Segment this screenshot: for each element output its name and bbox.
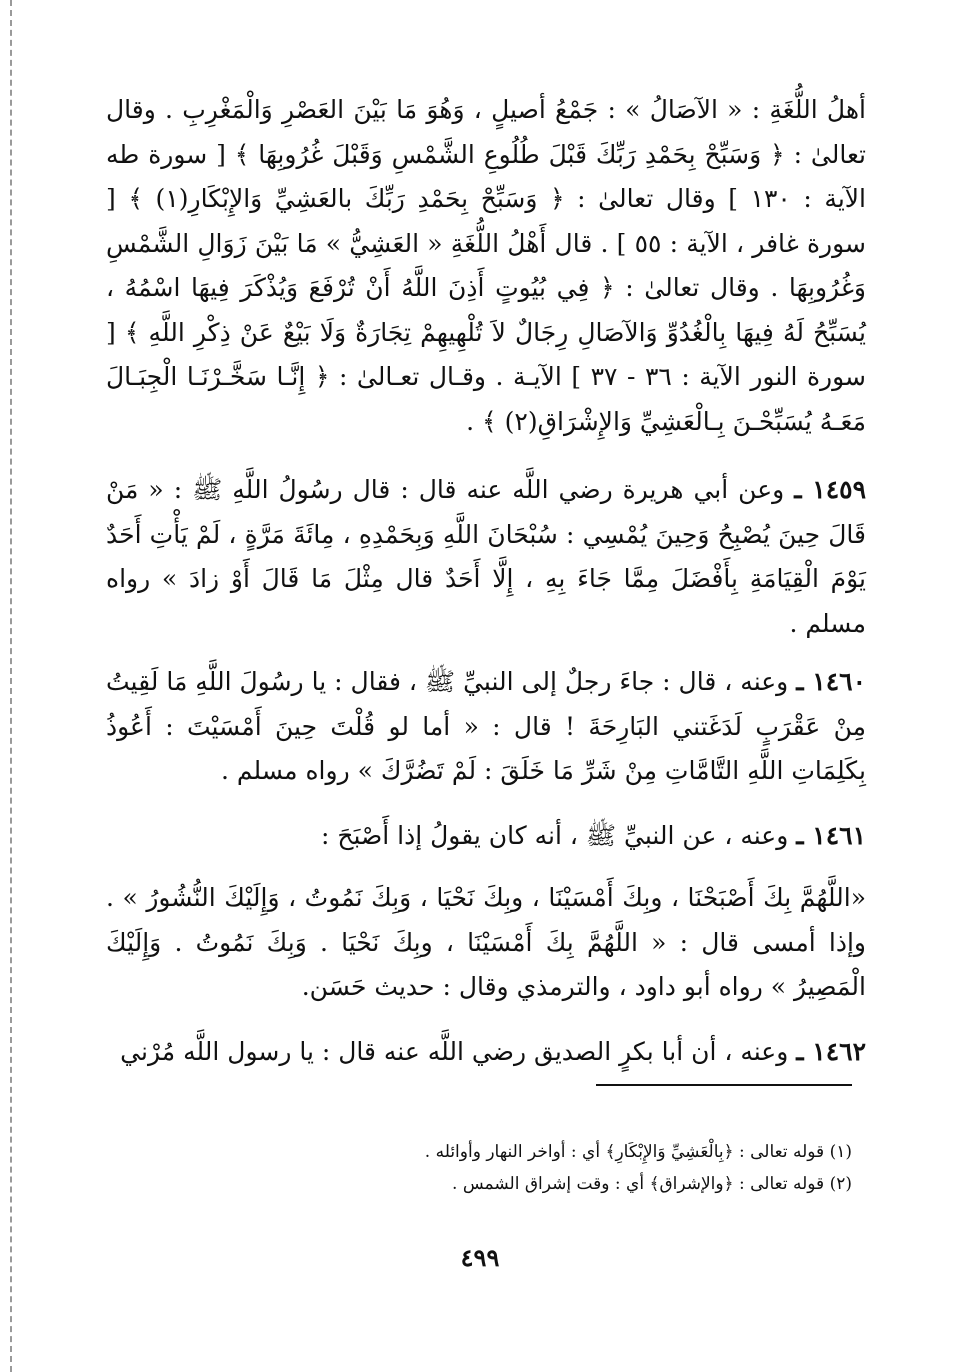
footnote-separator — [596, 1084, 852, 1086]
hadith-1462 — [106, 1030, 866, 1075]
page-number: ٤٩٩ — [460, 1243, 500, 1272]
main-text — [106, 88, 866, 1074]
hadith-number: ١٤٦٢ ـ — [796, 1036, 866, 1066]
footnote-1: (١) قوله تعالى : ﴿بِالْعَشِيِّ وَالإِبْكَارِ﴾ أي : أواخر النهار وأوائله . — [424, 1142, 852, 1162]
intro-paragraph — [106, 88, 866, 444]
hadith-1460 — [106, 660, 866, 794]
paragraph-text: أهلُ اللُّغَةِ : « الآصَالُ » : جَمْعُ أصيلٍ ، وَهُوَ مَا بَيْنَ العَصْرِ وَالْمَغْرِبِ . وقال تعالىٰ : ﴿ وَسَبِّحْ بِحَمْدِ رَبِّكَ قَبْلَ طُلُوعِ الشَّمْسِ وَقَبْلَ غُرُوبِهَا ﴾ [ سورة طه الآية : ١٣٠ ] وقال تعالىٰ : ﴿ وَسَبِّحْ بِحَمْدِ رَبِّكَ بالعَشِيِّ وَالإِبْكَارِ(١) ﴾ [ سورة غافر ، الآية : ٥٥ ] . قال أَهْلُ اللُّغَةِ « العَشِيُّ » مَا بَيْنَ زَوَالِ الشَّمْسِ وَغُرُوبِهَا . وقال تعالىٰ : ﴿ فِي بُيُوتٍ أَذِنَ اللَّهُ أَنْ تُرْفَعَ وَيُذْكَرَ فِيهَا اسْمُهُ ، يُسَبِّحُ لَهُ فِيهَا بِالْغُدُوِّ وَالآصَالِ رِجَالٌ لاَ تُلْهِيهِمْ تِجَارَةٌ وَلَا بَيْعٌ عَنْ ذِكْرِ اللَّهِ ﴾ [ سورة النور الآية : ٣٦ - ٣٧ ] الآيـة . وقـال تعـالىٰ : ﴿ إِنَّـا سَخَّـرْنَـا الْجِبَـالَ مَعَـهُ يُسَبِّحْـنَ بِـالْعَشِيِّ وَالإِشْرَاقِ(٢) ﴾ . — [106, 95, 866, 436]
hadith-1461 — [106, 814, 866, 859]
hadith-number: ١٤٥٩ ـ — [794, 475, 867, 504]
paragraph-text: وعنه ، أن أبا بكرٍ الصديق رضي اللَّه عنه قال : يا رسول اللَّه مُرْني — [120, 1036, 789, 1066]
paragraph-text: وعن أبي هريرة رضي اللَّه عنه قال : قال رسُولُ اللَّهِ ﷺ : « مَنْ قَالَ حِينَ يُصْبِحُ وَحِينَ يُمْسِي : سُبْحَانَ اللَّهِ وَبِحَمْدِهِ ، مِائَةَ مَرَّةٍ ، لَمْ يَأْتِ أَحَدٌ يَوْمَ الْقِيَامَةِ بِأَفْضَلَ مِمَّا جَاءَ بِهِ ، إِلَّا أَحَدٌ قال مِثْلَ مَا قَالَ أَوْ زادَ » رواه مسلم . — [106, 475, 866, 638]
hadith-1459 — [106, 468, 866, 646]
hadith-number: ١٤٦٠ ـ — [796, 667, 867, 696]
supplication-paragraph — [106, 876, 866, 1010]
footnotes — [300, 1136, 852, 1200]
hadith-number: ١٤٦١ ـ — [796, 820, 866, 850]
paragraph-text: وعنه ، عن النبيِّ ﷺ ، أنه كان يقولُ إذا أَصْبَحَ : — [320, 820, 789, 850]
footnote-2: (٢) قوله تعالى : ﴿والإشراق﴾ أي : وقت إشراق الشمس . — [452, 1174, 852, 1194]
paragraph-text: «اللَّهُمَّ بِكَ أَصْبَحْنَا ، وبِكَ أَمْسَيْنَا ، وبِكَ نَحْيَا ، وَبِكَ نَمُوتُ ، وَإِلَيْكَ النُّشُورُ » . وإذا أمسى قال : « اللَّهُمَّ بِكَ أَمْسَيْنَا ، وبِكَ نَحْيَا . وَبِكَ نَمُوتُ . وَإِلَيْكَ الْمَصِيرُ » رواه أبو داود ، والترمذي وقال : حديث حَسَن. — [106, 883, 866, 1001]
page-edge-dashed-line — [10, 0, 12, 1372]
paragraph-text: وعنه ، قال : جاءَ رجلٌ إلى النبيِّ ﷺ ، فقال : يا رسُولَ اللَّهِ مَا لَقِيتُ مِنْ عَقْرَبٍ لَدَغَتني البَارِحَةَ ! قال : « أما لو قُلْتَ حِينَ أَمْسَيْتَ : أَعُوذُ بِكَلِمَاتِ اللَّهِ التَّامَّاتِ مِنْ شَرِّ مَا خَلَقَ : لَمْ تَضُرَّكَ » رواه مسلم . — [106, 667, 866, 785]
